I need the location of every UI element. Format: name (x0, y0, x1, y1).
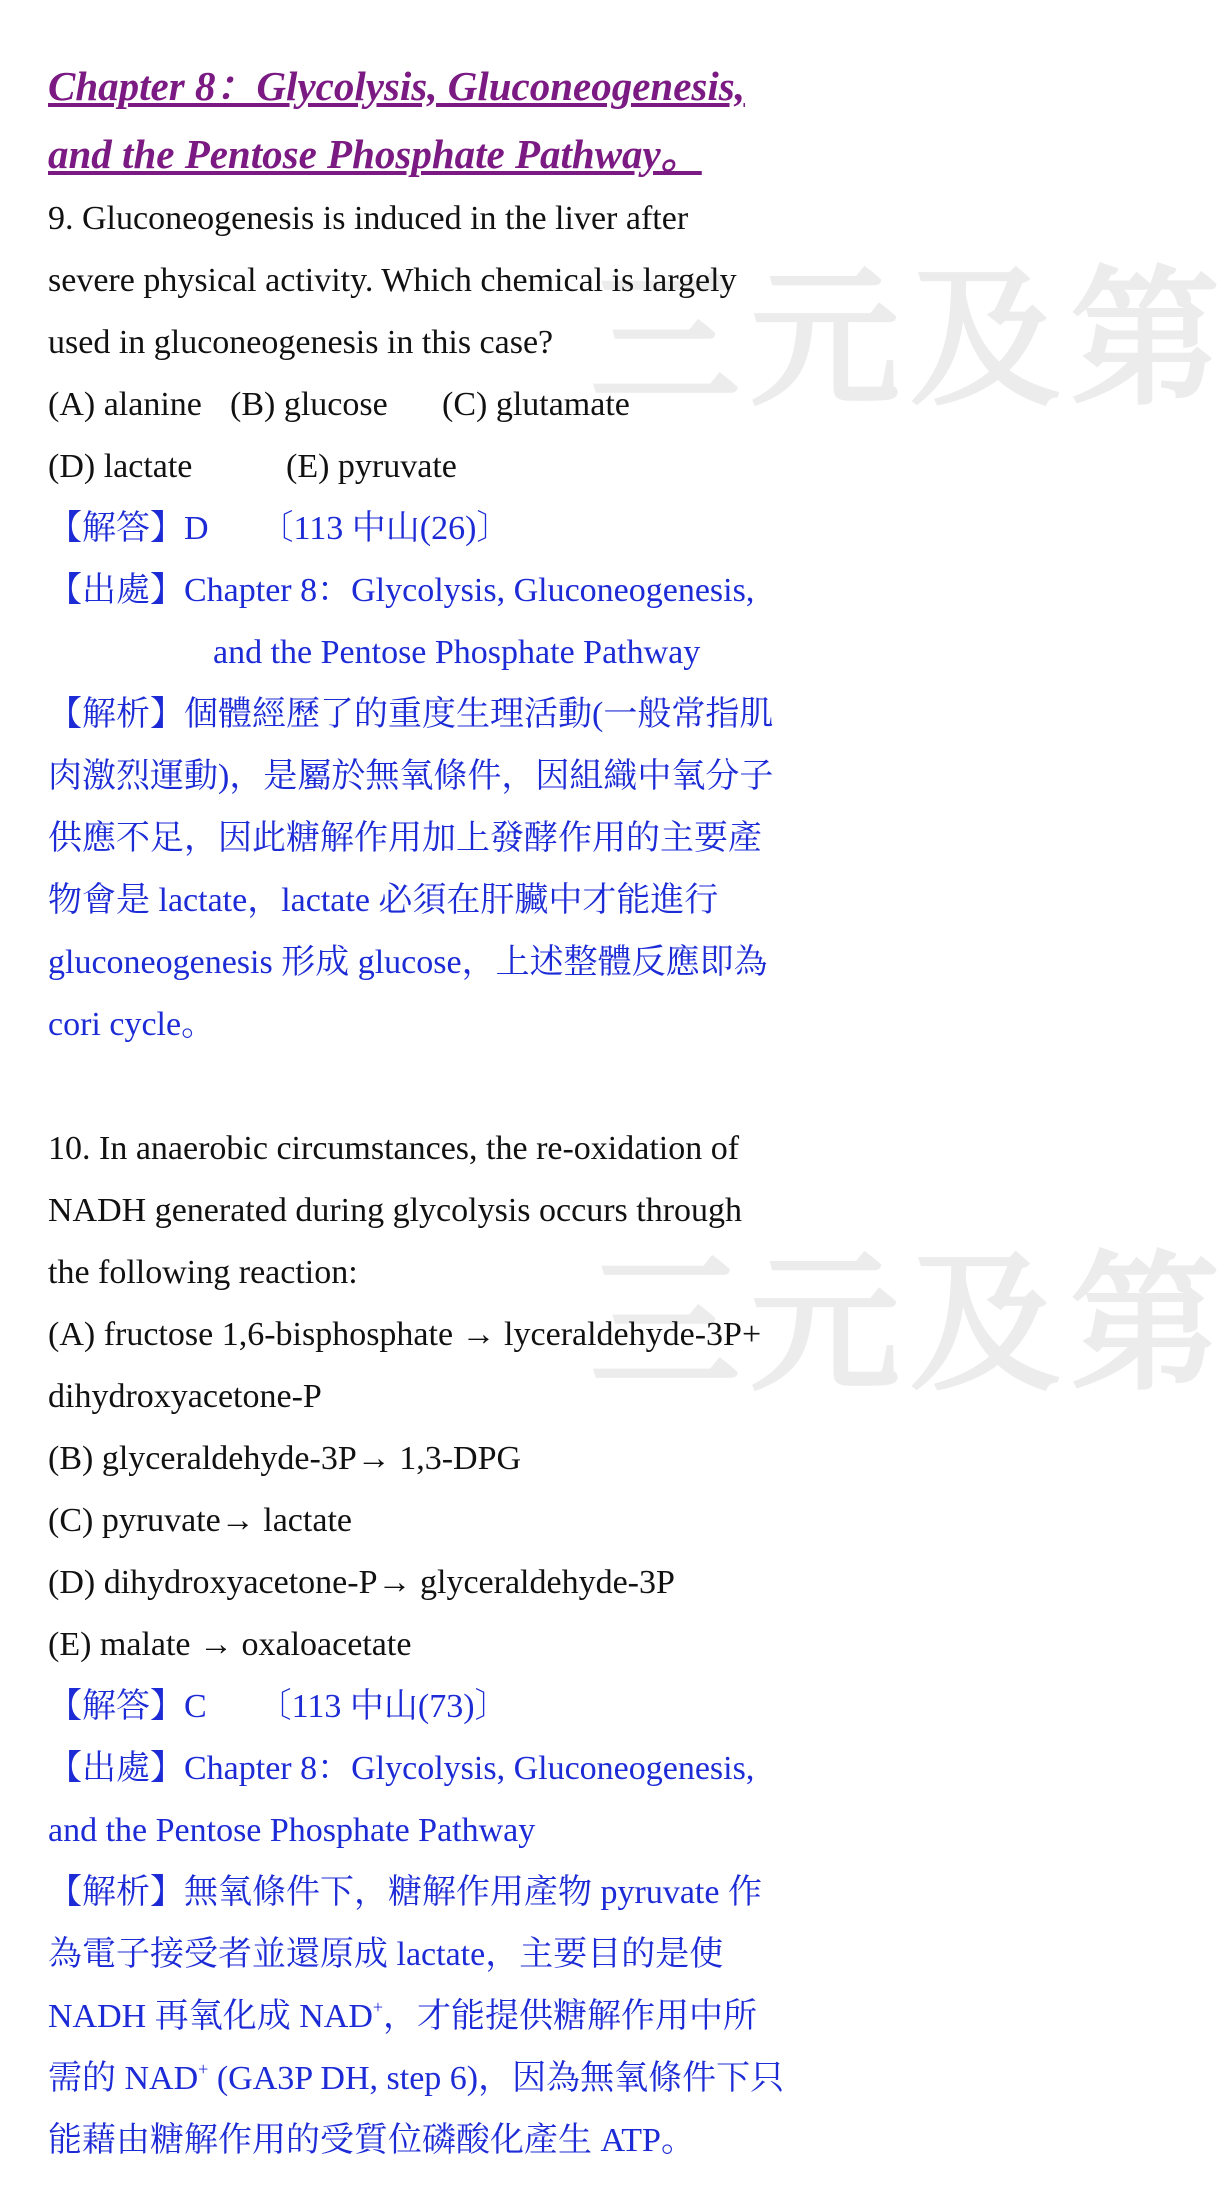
q9-option-e: (E) pyruvate (286, 448, 457, 485)
nad-superscript: + (198, 2059, 209, 2079)
q10-analysis-line1: 【解析】無氧條件下，糖解作用產物 pyruvate 作 (48, 1874, 762, 1911)
question-9 (48, 188, 938, 1056)
q10-option-e: (E) malate → oxaloacetate (48, 1626, 412, 1663)
section-spacer (48, 1056, 938, 1118)
q9-source-line1: 【出處】Chapter 8：Glycolysis, Gluconeogenesis, (48, 572, 755, 609)
q10-analysis-line3 (48, 1986, 938, 2048)
q9-option-c: (C) glutamate (442, 386, 630, 423)
document-page (48, 52, 938, 2172)
q10-option-a: (A) fructose 1,6-bisphosphate → lyceraldehyde-3P+ (48, 1316, 762, 1353)
question-10 (48, 1118, 938, 2172)
q10-stem-line2: NADH generated during glycolysis occurs through (48, 1192, 743, 1229)
q9-options-row2 (48, 436, 938, 498)
q10-answer: 【解答】C 〔113 中山(73)〕 (48, 1688, 509, 1725)
q10-stem-line1: 10. In anaerobic circumstances, the re-oxidation of (48, 1130, 740, 1167)
q9-option-d: (D) lactate (48, 448, 193, 485)
q9-source-line2: and the Pentose Phosphate Pathway (213, 634, 701, 671)
q10-analysis-line4 (48, 2048, 938, 2110)
q9-stem-line1: 9. Gluconeogenesis is induced in the liver after (48, 200, 689, 237)
q10-option-d: (D) dihydroxyacetone-P→ glyceraldehyde-3P (48, 1564, 675, 1601)
chapter-title-line2: and the Pentose Phosphate Pathway。 (48, 131, 702, 177)
q9-analysis-line5: gluconeogenesis 形成 glucose，上述整體反應即為 (48, 944, 768, 981)
q10-analysis-line4-a: 需的 NAD (48, 2060, 199, 2097)
q9-analysis-line4: 物會是 lactate，lactate 必須在肝臟中才能進行 (48, 882, 719, 919)
q9-analysis-line1: 【解析】個體經歷了的重度生理活動(一般常指肌 (48, 696, 774, 733)
q9-stem-line2: severe physical activity. Which chemical is largely (48, 262, 737, 299)
q9-options-row1 (48, 374, 938, 436)
q10-analysis-line5: 能藉由糖解作用的受質位磷酸化產生 ATP。 (48, 2122, 695, 2159)
q10-option-c: (C) pyruvate→ lactate (48, 1502, 352, 1539)
q9-stem-line3: used in gluconeogenesis in this case? (48, 324, 554, 361)
q10-analysis-line2: 為電子接受者並還原成 lactate，主要目的是使 (48, 1936, 724, 1973)
watermark-top: 三元及第 (590, 253, 1230, 427)
q9-analysis-line6: cori cycle。 (48, 1006, 216, 1043)
nad-superscript: + (372, 1997, 384, 2017)
watermark-bottom: 三元及第 (590, 1238, 1230, 1412)
q10-source-line1: 【出處】Chapter 8：Glycolysis, Gluconeogenesis, (48, 1750, 755, 1787)
q10-option-b: (B) glyceraldehyde-3P→ 1,3-DPG (48, 1440, 522, 1477)
q10-option-a-cont: dihydroxyacetone-P (48, 1378, 322, 1415)
q10-analysis-line3-b: ，才能提供糖解作用中所 (383, 1998, 758, 2035)
q9-analysis-line3: 供應不足，因此糖解作用加上發酵作用的主要產 (48, 820, 762, 857)
q9-option-a: (A) alanine (48, 386, 202, 423)
q10-source-line2: and the Pentose Phosphate Pathway (48, 1812, 536, 1849)
q10-analysis-line3-a: NADH 再氧化成 NAD (48, 1998, 373, 2035)
q9-option-b: (B) glucose (230, 386, 388, 423)
q9-answer: 【解答】D 〔113 中山(26)〕 (48, 510, 511, 547)
chapter-title-line1: Chapter 8：Glycolysis, Gluconeogenesis, (48, 63, 745, 109)
q10-analysis-line4-b: (GA3P DH, step 6)，因為無氧條件下只 (208, 2060, 785, 2097)
q10-stem-line3: the following reaction: (48, 1254, 358, 1291)
chapter-title (48, 52, 938, 188)
q9-analysis-line2: 肉激烈運動)，是屬於無氧條件，因組織中氧分子 (48, 758, 774, 795)
